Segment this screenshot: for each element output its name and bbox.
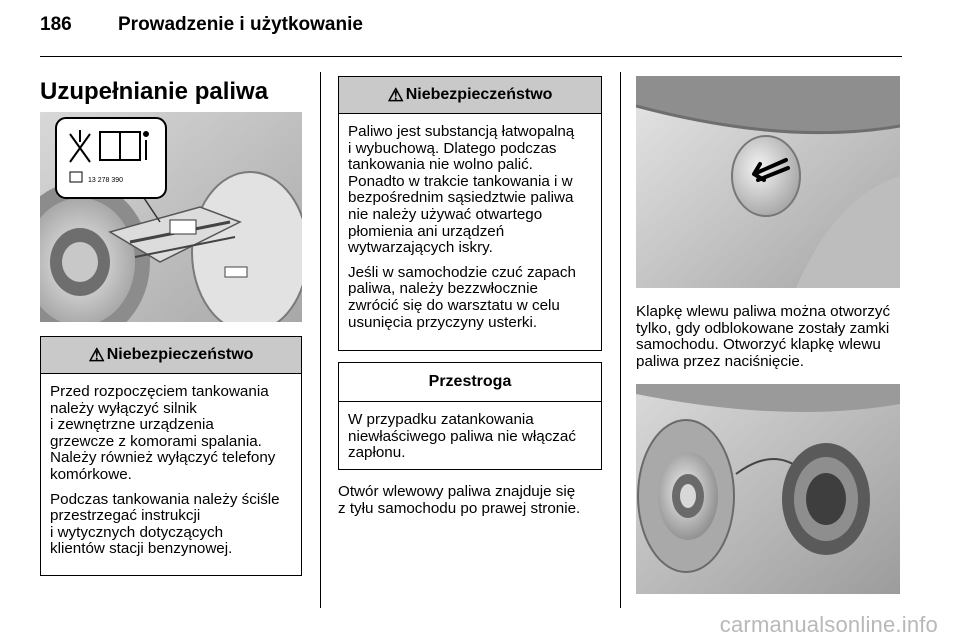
warning-box-1-body [41,374,301,566]
header-rule [40,56,902,57]
watermark: carmanualsonline.info [719,612,938,637]
page-header [40,14,363,36]
caution-box-body [339,402,601,470]
page-number: 186 [40,14,72,35]
caution-box-heading [339,363,601,402]
warning-2-paragraph-2: Jeśli w samochodzie czuć zapach paliwa, należy bezzwłocznie zwrócić się do warsztatu w celu usunięcia przyczyny usterki. [348,263,576,331]
warning-2-heading-text: Niebezpieczeństwo [405,86,553,103]
column-divider-1 [320,72,321,608]
warning-box-2-body [339,114,601,339]
warning-1-paragraph-1: Przed rozpoczęciem tankowania należy wyłączyć silnik i zewnętrzne urządzenia grzewcze z komorami spalania. Należy również wyłączyć telefony komórkowe. [50,383,276,483]
section-title: Prowadzenie i użytkowanie [118,14,363,35]
warning-2-paragraph-1: Paliwo jest substancją łatwopalną i wybuchową. Dlatego podczas tankowania nie wolno palić. Ponadto w trakcie tankowania i w bezpośrednim sąsiedztwie paliwa nie należy używać otwartego płomienia ani urządzeń wytwarzających iskry. [348,123,575,257]
fuel-flap-closed-image [636,76,900,288]
filler-location-text: Otwór wlewowy paliwa znajduje się z tyłu samochodu po prawej stronie. [338,483,581,517]
warning-triangle-icon: ⚠ [387,84,404,105]
warning-box-1 [40,336,302,576]
fuel-flap-label-image [40,112,302,322]
caution-box [338,362,602,470]
warning-box-1-heading [41,337,301,374]
warning-1-heading-text: Niebezpieczeństwo [106,346,254,363]
fuel-flap-open-image [636,384,900,594]
fuel-flap-open-illustration [636,384,900,594]
warning-box-2 [338,76,602,351]
fuel-flap-label-illustration [40,112,302,322]
column-divider-2 [620,72,621,608]
flap-opening-text: Klapkę wlewu paliwa można otworzyć tylko, gdy odblokowane zostały zamki samochodu. Otworzyć klapkę wlewu paliwa przez naciśnięcie. [636,303,891,370]
caution-paragraph: W przypadku zatankowania niewłaściwego paliwa nie włączać zapłonu. [348,411,576,462]
warning-1-paragraph-2: Podczas tankowania należy ściśle przestrzegać instrukcji i wytycznych dotyczących klientów stacji benzynowej. [50,490,280,558]
label-code: 13 278 390 [88,177,124,184]
warning-triangle-icon: ⚠ [88,344,105,365]
warning-box-2-heading [339,77,601,114]
caution-heading-text: Przestroga [428,373,512,390]
page-title: Uzupełnianie paliwa [40,78,269,105]
fuel-flap-closed-illustration [636,76,900,288]
